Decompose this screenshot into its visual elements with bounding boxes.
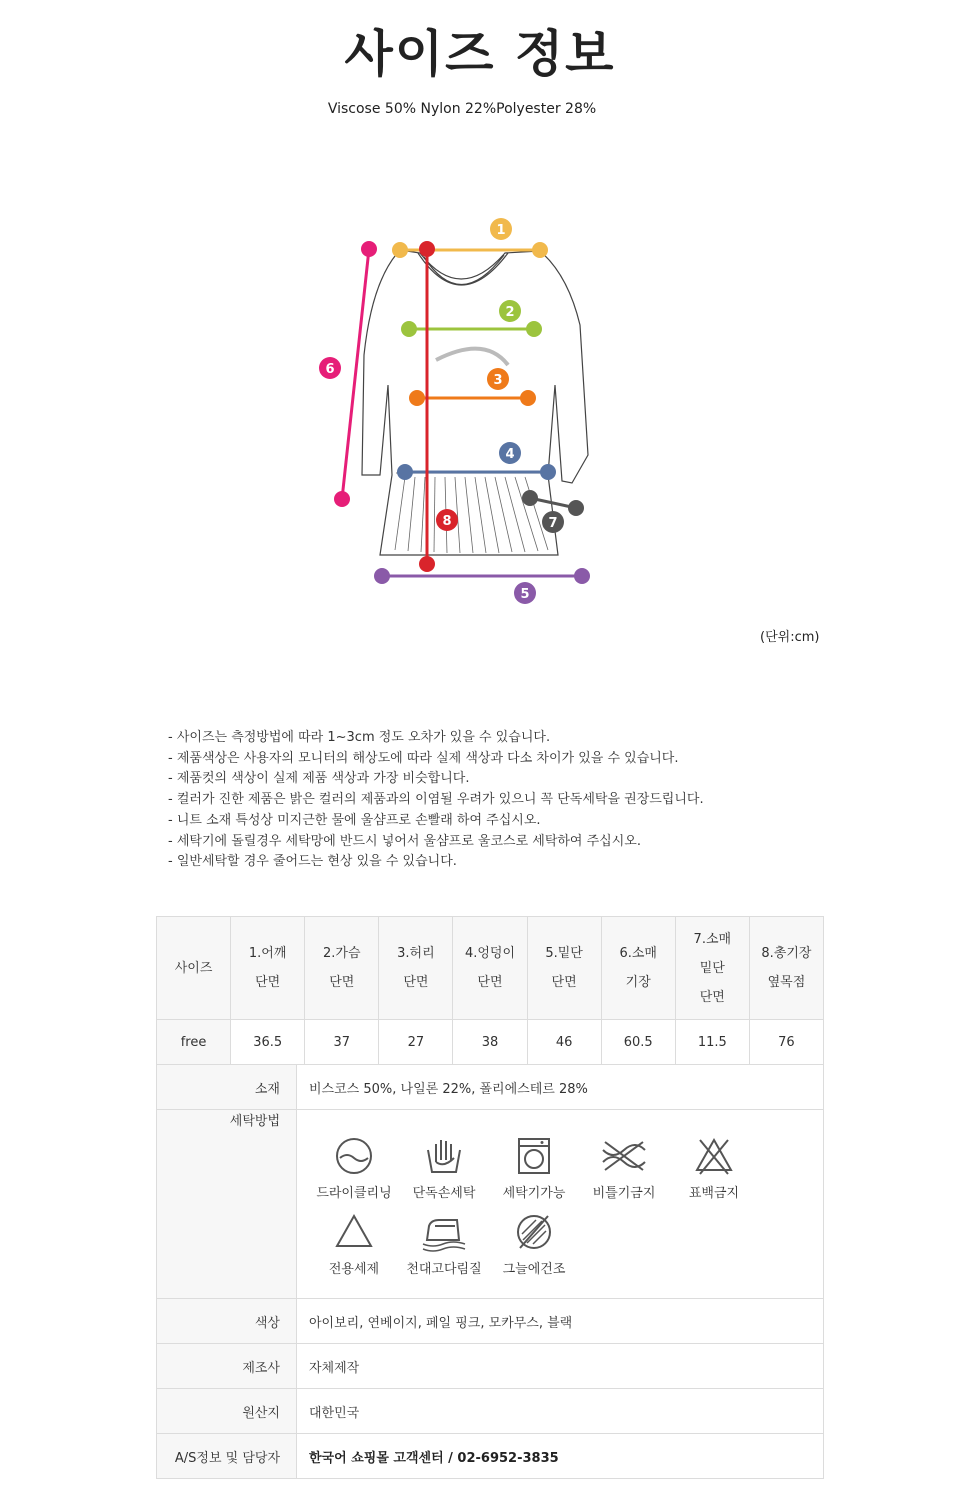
- svg-text:1: 1: [496, 223, 506, 238]
- info-row-color: [157, 1299, 824, 1344]
- no-wring-icon-item: [579, 1136, 669, 1201]
- header-total-length: 8.총기장 옆목점: [749, 917, 823, 1020]
- measure-4: [397, 442, 556, 480]
- color-value: 아이보리, 연베이지, 페일 핑크, 모카무스, 블랙: [297, 1299, 824, 1344]
- iron-icon: [421, 1212, 467, 1252]
- cell-size: free: [157, 1020, 231, 1065]
- header-waist: 3.허리 단면: [379, 917, 453, 1020]
- shade-dry-icon: [514, 1212, 554, 1252]
- note-line: - 일반세탁할 경우 줄어드는 현상 있을 수 있습니다.: [168, 854, 457, 870]
- info-row-maker: [157, 1344, 824, 1389]
- no-bleach-icon-item: [669, 1136, 759, 1201]
- no-wring-icon: [599, 1136, 649, 1176]
- note-line: - 제품컷의 색상이 실제 제품 색상과 가장 비슷합니다.: [168, 771, 470, 787]
- wash-icon-label: 천대고다림질: [406, 1262, 482, 1277]
- wash-icon-label: 표백금지: [688, 1186, 740, 1201]
- care-notes: [168, 728, 704, 873]
- as-label: A/S정보 및 담당자: [157, 1434, 297, 1479]
- shade-dry-icon-item: [489, 1212, 579, 1277]
- cell-value: 46: [527, 1020, 601, 1065]
- cell-value: 60.5: [601, 1020, 675, 1065]
- origin-label: 원산지: [157, 1389, 297, 1434]
- note-line: - 컬러가 진한 제품은 밝은 컬러의 제품과의 이염될 우려가 있으니 꼭 단독세탁을 권장드립니다.: [168, 792, 704, 808]
- info-row-wash: [157, 1110, 824, 1299]
- material-label: 소재: [157, 1065, 297, 1110]
- header-size: 사이즈: [157, 917, 231, 1020]
- note-line: - 제품색상은 사용자의 모니터의 해상도에 따라 실제 색상과 다소 차이가 있을 수 있습니다.: [168, 750, 679, 766]
- hand-wash-icon-item: [399, 1136, 489, 1201]
- cell-value: 38: [453, 1020, 527, 1065]
- measure-8: [419, 241, 458, 572]
- page-title: 사이즈 정보: [344, 25, 616, 83]
- wash-icon-label: 드라이클리닝: [316, 1186, 392, 1201]
- dry-clean-icon-item: [309, 1136, 399, 1201]
- svg-text:5: 5: [520, 587, 530, 602]
- wash-label: 세탁방법: [157, 1110, 297, 1299]
- maker-value: 자체제작: [297, 1344, 824, 1389]
- wash-icon-label: 전용세제: [328, 1262, 380, 1277]
- material-value: 비스코스 50%, 나일론 22%, 폴리에스테르 28%: [297, 1065, 824, 1110]
- size-diagram: [300, 205, 620, 615]
- origin-value: 대한민국: [297, 1389, 824, 1434]
- maker-label: 제조사: [157, 1344, 297, 1389]
- cell-value: 37: [305, 1020, 379, 1065]
- machine-wash-icon-item: [489, 1136, 579, 1201]
- svg-text:8: 8: [442, 514, 452, 529]
- wash-icon-label: 그늘에건조: [502, 1262, 566, 1277]
- measure-6: [319, 241, 377, 507]
- cell-value: 76: [749, 1020, 823, 1065]
- measure-7: [522, 490, 584, 533]
- as-value: 한국어 쇼핑몰 고객센터 / 02-6952-3835: [297, 1434, 824, 1479]
- svg-text:7: 7: [548, 516, 558, 531]
- size-table-row: [157, 1020, 824, 1065]
- size-table: [156, 916, 824, 1065]
- material-summary: Viscose 50% Nylon 22%Polyester 28%: [327, 101, 597, 117]
- svg-text:4: 4: [505, 447, 515, 462]
- header-hem: 5.밑단 단면: [527, 917, 601, 1020]
- svg-text:3: 3: [493, 373, 503, 388]
- hand-wash-icon: [424, 1136, 464, 1176]
- wash-icons: [309, 1110, 829, 1298]
- detergent-triangle-icon: [334, 1212, 374, 1252]
- note-line: - 사이즈는 측정방법에 따라 1~3cm 정도 오차가 있을 수 있습니다.: [168, 730, 551, 745]
- header-sleeve-length: 6.소매 기장: [601, 917, 675, 1020]
- wash-icon-label: 세탁기가능: [502, 1186, 566, 1201]
- cell-value: 11.5: [675, 1020, 749, 1065]
- cell-value: 36.5: [231, 1020, 305, 1065]
- header-chest: 2.가슴 단면: [305, 917, 379, 1020]
- note-line: - 세탁기에 돌릴경우 세탁망에 반드시 넣어서 울샴프로 울코스로 세탁하여 주십시오.: [168, 833, 641, 849]
- info-row-origin: [157, 1389, 824, 1434]
- unit-label: (단위:cm): [760, 630, 820, 645]
- measure-5: [374, 568, 590, 604]
- info-row-material: [157, 1065, 824, 1110]
- wash-icon-label: 비틀기금지: [592, 1186, 656, 1201]
- header-shoulder: 1.어깨 단면: [231, 917, 305, 1020]
- garment-outline: [362, 250, 588, 555]
- measure-2: [401, 300, 542, 337]
- header-sleeve-hem: 7.소매 밑단 단면: [675, 917, 749, 1020]
- svg-text:6: 6: [325, 362, 335, 377]
- product-info-table: [156, 1064, 824, 1479]
- cell-value: 27: [379, 1020, 453, 1065]
- special-detergent-icon-item: [309, 1212, 399, 1277]
- color-label: 색상: [157, 1299, 297, 1344]
- svg-text:2: 2: [505, 305, 515, 320]
- wash-icons-cell: [297, 1110, 824, 1299]
- no-bleach-icon: [694, 1136, 734, 1176]
- washing-machine-icon: [514, 1136, 554, 1176]
- wash-icon-label: 단독손세탁: [412, 1186, 476, 1201]
- size-table-header: [157, 917, 824, 1020]
- header-hip: 4.엉덩이 단면: [453, 917, 527, 1020]
- dry-clean-icon: [334, 1136, 374, 1176]
- info-row-as: [157, 1434, 824, 1479]
- iron-with-cloth-icon-item: [399, 1212, 489, 1277]
- note-line: - 니트 소재 특성상 미지근한 물에 울샴프로 손빨래 하여 주십시오.: [168, 812, 541, 828]
